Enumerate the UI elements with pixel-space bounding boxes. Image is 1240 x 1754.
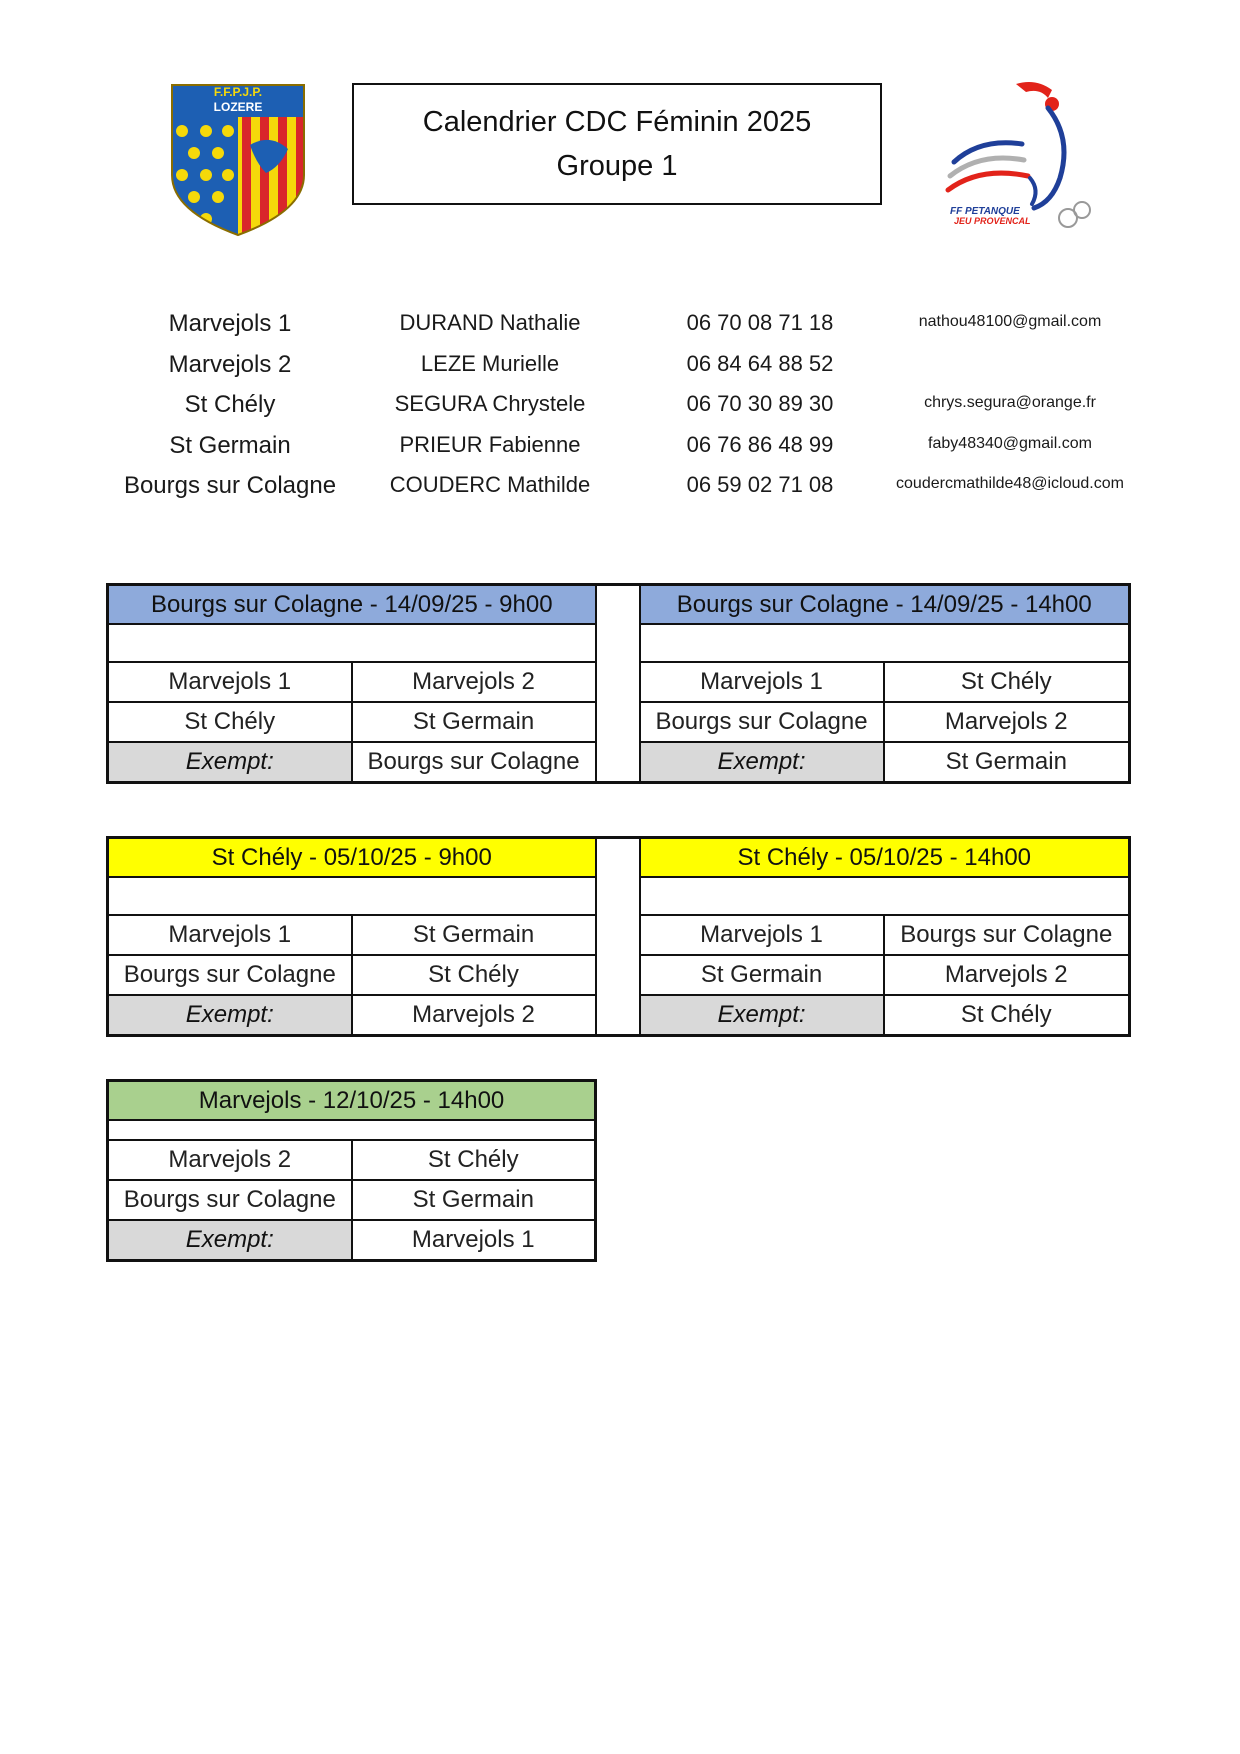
session-header: St Chély - 05/10/25 - 9h00 xyxy=(108,838,596,878)
exempt-label: Exempt: xyxy=(108,1220,352,1261)
match-team: St Chély xyxy=(352,1140,596,1180)
contact-row xyxy=(110,472,1140,513)
contact-row xyxy=(110,391,1140,432)
contact-row xyxy=(110,310,1140,351)
exempt-label: Exempt: xyxy=(640,742,884,783)
exempt-team: Marvejols 2 xyxy=(352,995,596,1036)
round-2-schedule xyxy=(106,836,1131,1037)
contacts-list xyxy=(110,310,1140,513)
exempt-team: St Chély xyxy=(884,995,1130,1036)
contact-phone: 06 70 08 71 18 xyxy=(686,310,834,335)
match-team: St Germain xyxy=(640,955,884,995)
match-team: Bourgs sur Colagne xyxy=(108,955,352,995)
session-header: Bourgs sur Colagne - 14/09/25 - 9h00 xyxy=(108,585,596,625)
match-team: St Chély xyxy=(352,955,596,995)
document-title-box xyxy=(352,83,882,205)
contact-row xyxy=(110,432,1140,473)
match-team: St Chély xyxy=(884,662,1130,702)
round-3-schedule xyxy=(106,1079,597,1262)
match-team: Marvejols 2 xyxy=(884,955,1130,995)
contact-team: Marvejols 2 xyxy=(168,350,292,378)
contact-row xyxy=(110,351,1140,392)
contact-name: LEZE Murielle xyxy=(420,350,560,376)
round-1-schedule xyxy=(106,583,1131,784)
svg-text:FF PETANQUE: FF PETANQUE xyxy=(950,206,1020,217)
match-team: Marvejols 1 xyxy=(108,915,352,955)
exempt-team: Bourgs sur Colagne xyxy=(352,742,596,783)
contact-team: St Germain xyxy=(169,431,291,459)
contact-team: St Chély xyxy=(184,391,276,418)
contact-email[interactable]: coudercmathilde48@icloud.com xyxy=(896,475,1124,492)
match-team: St Germain xyxy=(352,702,596,742)
match-team: St Germain xyxy=(352,915,596,955)
contact-email[interactable]: chrys.segura@orange.fr xyxy=(924,394,1096,411)
match-team: Bourgs sur Colagne xyxy=(640,702,884,742)
contact-team: Bourgs sur Colagne xyxy=(123,472,337,499)
contact-phone: 06 84 64 88 52 xyxy=(686,350,834,376)
document-title: Calendrier CDC Féminin 2025 xyxy=(422,106,812,138)
contact-email[interactable]: faby48340@gmail.com xyxy=(928,434,1092,452)
match-team: Bourgs sur Colagne xyxy=(108,1180,352,1220)
match-team: St Chély xyxy=(108,702,352,742)
session-header: Marvejols - 12/10/25 - 14h00 xyxy=(108,1081,596,1121)
exempt-team: St Germain xyxy=(884,742,1130,783)
svg-text:F.F.P.J.P.: F.F.P.J.P. xyxy=(213,85,263,99)
session-header: Bourgs sur Colagne - 14/09/25 - 14h00 xyxy=(640,585,1130,625)
match-team: Marvejols 1 xyxy=(108,662,352,702)
exempt-team: Marvejols 1 xyxy=(352,1220,596,1261)
contact-name: DURAND Nathalie xyxy=(399,310,581,335)
contact-name: SEGURA Chrystele xyxy=(394,391,586,416)
contact-name: PRIEUR Fabienne xyxy=(399,431,581,457)
contact-email[interactable]: nathou48100@gmail.com xyxy=(918,313,1102,330)
match-team: Marvejols 1 xyxy=(640,662,884,702)
match-team: Marvejols 2 xyxy=(108,1140,352,1180)
group-title: Groupe 1 xyxy=(556,150,678,182)
exempt-label: Exempt: xyxy=(108,995,352,1036)
contact-phone: 06 70 30 89 30 xyxy=(686,391,834,416)
match-team: Marvejols 2 xyxy=(352,662,596,702)
match-team: Bourgs sur Colagne xyxy=(884,915,1130,955)
svg-text:JEU PROVENCAL: JEU PROVENCAL xyxy=(954,216,1031,226)
match-team: St Germain xyxy=(352,1180,596,1220)
exempt-label: Exempt: xyxy=(640,995,884,1036)
session-header: St Chély - 05/10/25 - 14h00 xyxy=(640,838,1130,878)
ff-petanque-logo xyxy=(940,78,1096,236)
contact-phone: 06 59 02 71 08 xyxy=(686,472,834,497)
match-team: Marvejols 1 xyxy=(640,915,884,955)
contact-name: COUDERC Mathilde xyxy=(389,472,591,497)
contact-team: Marvejols 1 xyxy=(168,310,292,337)
gap-cell xyxy=(596,585,640,625)
contact-phone: 06 76 86 48 99 xyxy=(686,431,834,457)
svg-text:LOZERE: LOZERE xyxy=(213,100,263,114)
ffpjp-lozere-logo xyxy=(170,83,306,237)
match-team: Marvejols 2 xyxy=(884,702,1130,742)
exempt-label: Exempt: xyxy=(108,742,352,783)
